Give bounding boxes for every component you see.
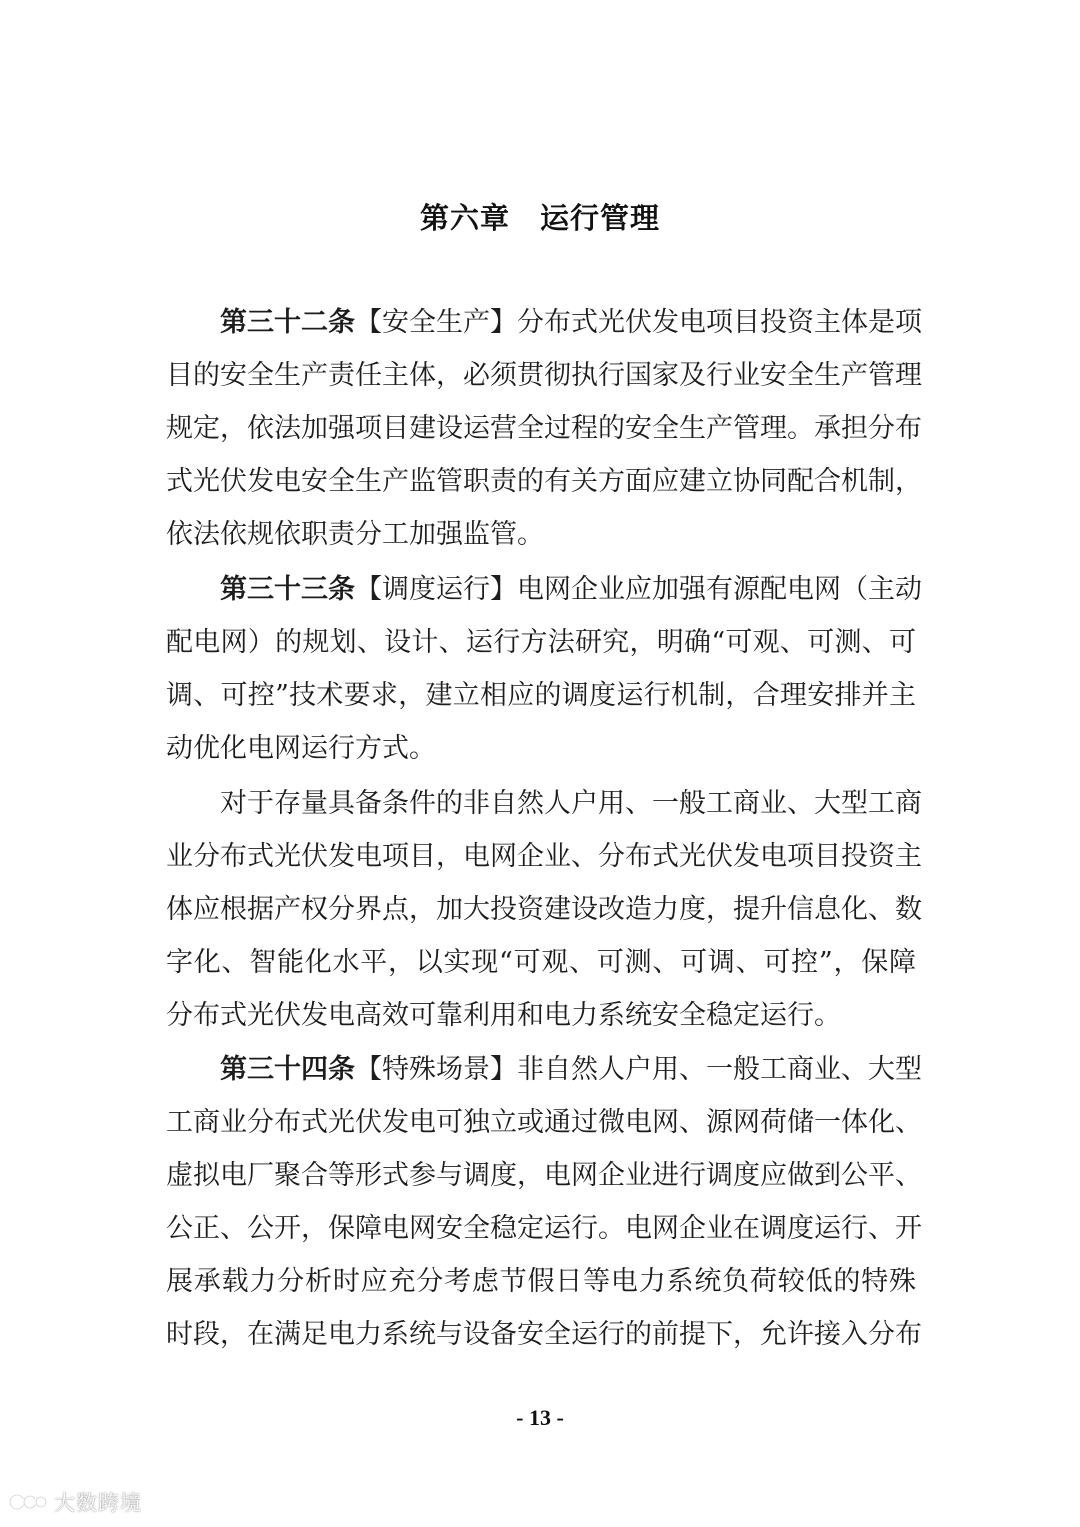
article-line: 虚拟电厂聚合等形式参与调度，电网企业进行调度应做到公平、 <box>166 1160 922 1191</box>
article-line: 工商业分布式光伏发电可独立或通过微电网、源网荷储一体化、 <box>166 1107 922 1138</box>
article-line: 依法依规依职责分工加强监管。 <box>166 519 544 550</box>
article-line: 式光伏发电安全生产监管职责的有关方面应建立协同配合机制， <box>166 466 922 497</box>
article-line: 分布式光伏发电高效可靠利用和电力系统安全稳定运行。 <box>166 1000 841 1031</box>
article-line: 目的安全生产责任主体，必须贯彻执行国家及行业安全生产管理 <box>166 360 922 391</box>
article-line: 体应根据产权分界点，加大投资建设改造力度，提升信息化、数 <box>166 894 922 925</box>
article-line: 展承载力分析时应充分考虑节假日等电力系统负荷较低的特殊 <box>166 1266 916 1297</box>
article-number: 第三十四条 <box>220 1054 355 1085</box>
watermark-text: 大数跨境 <box>54 1491 142 1515</box>
article-line: 第三十三条【调度运行】电网企业应加强有源配电网（主动 <box>220 574 922 605</box>
article-line: 第三十二条【安全生产】分布式光伏发电项目投资主体是项 <box>220 307 922 338</box>
article-line: 配电网）的规划、设计、运行方法研究，明确“可观、可测、可 <box>166 627 916 658</box>
article-line: 公正、公开，保障电网安全稳定运行。电网企业在调度运行、开 <box>166 1213 922 1244</box>
article-line: 对于存量具备条件的非自然人户用、一般工商业、大型工商 <box>220 788 922 819</box>
article-line: 时段，在满足电力系统与设备安全运行的前提下，允许接入分布 <box>166 1319 922 1350</box>
watermark <box>8 1487 142 1517</box>
article-number: 第三十二条 <box>220 307 355 338</box>
page-number: - 13 - <box>516 1405 564 1430</box>
chapter-title: 第六章 运行管理 <box>419 201 660 235</box>
article-line: 字化、智能化水平，以实现“可观、可测、可调、可控”，保障 <box>166 947 916 978</box>
article-number: 第三十三条 <box>220 574 355 605</box>
article-line: 调、可控”技术要求，建立相应的调度运行机制，合理安排并主 <box>166 680 916 711</box>
article-34 <box>166 1043 922 1361</box>
article-32 <box>166 296 922 561</box>
brand-logo-icon <box>8 1489 48 1515</box>
article-33-paragraph-2 <box>166 777 922 1042</box>
article-line: 动优化电网运行方式。 <box>166 733 436 764</box>
article-33 <box>166 563 922 775</box>
article-line: 业分布式光伏发电项目，电网企业、分布式光伏发电项目投资主 <box>166 841 922 872</box>
article-line: 第三十四条【特殊场景】非自然人户用、一般工商业、大型 <box>220 1054 922 1085</box>
article-line: 规定，依法加强项目建设运营全过程的安全生产管理。承担分布 <box>166 413 922 444</box>
